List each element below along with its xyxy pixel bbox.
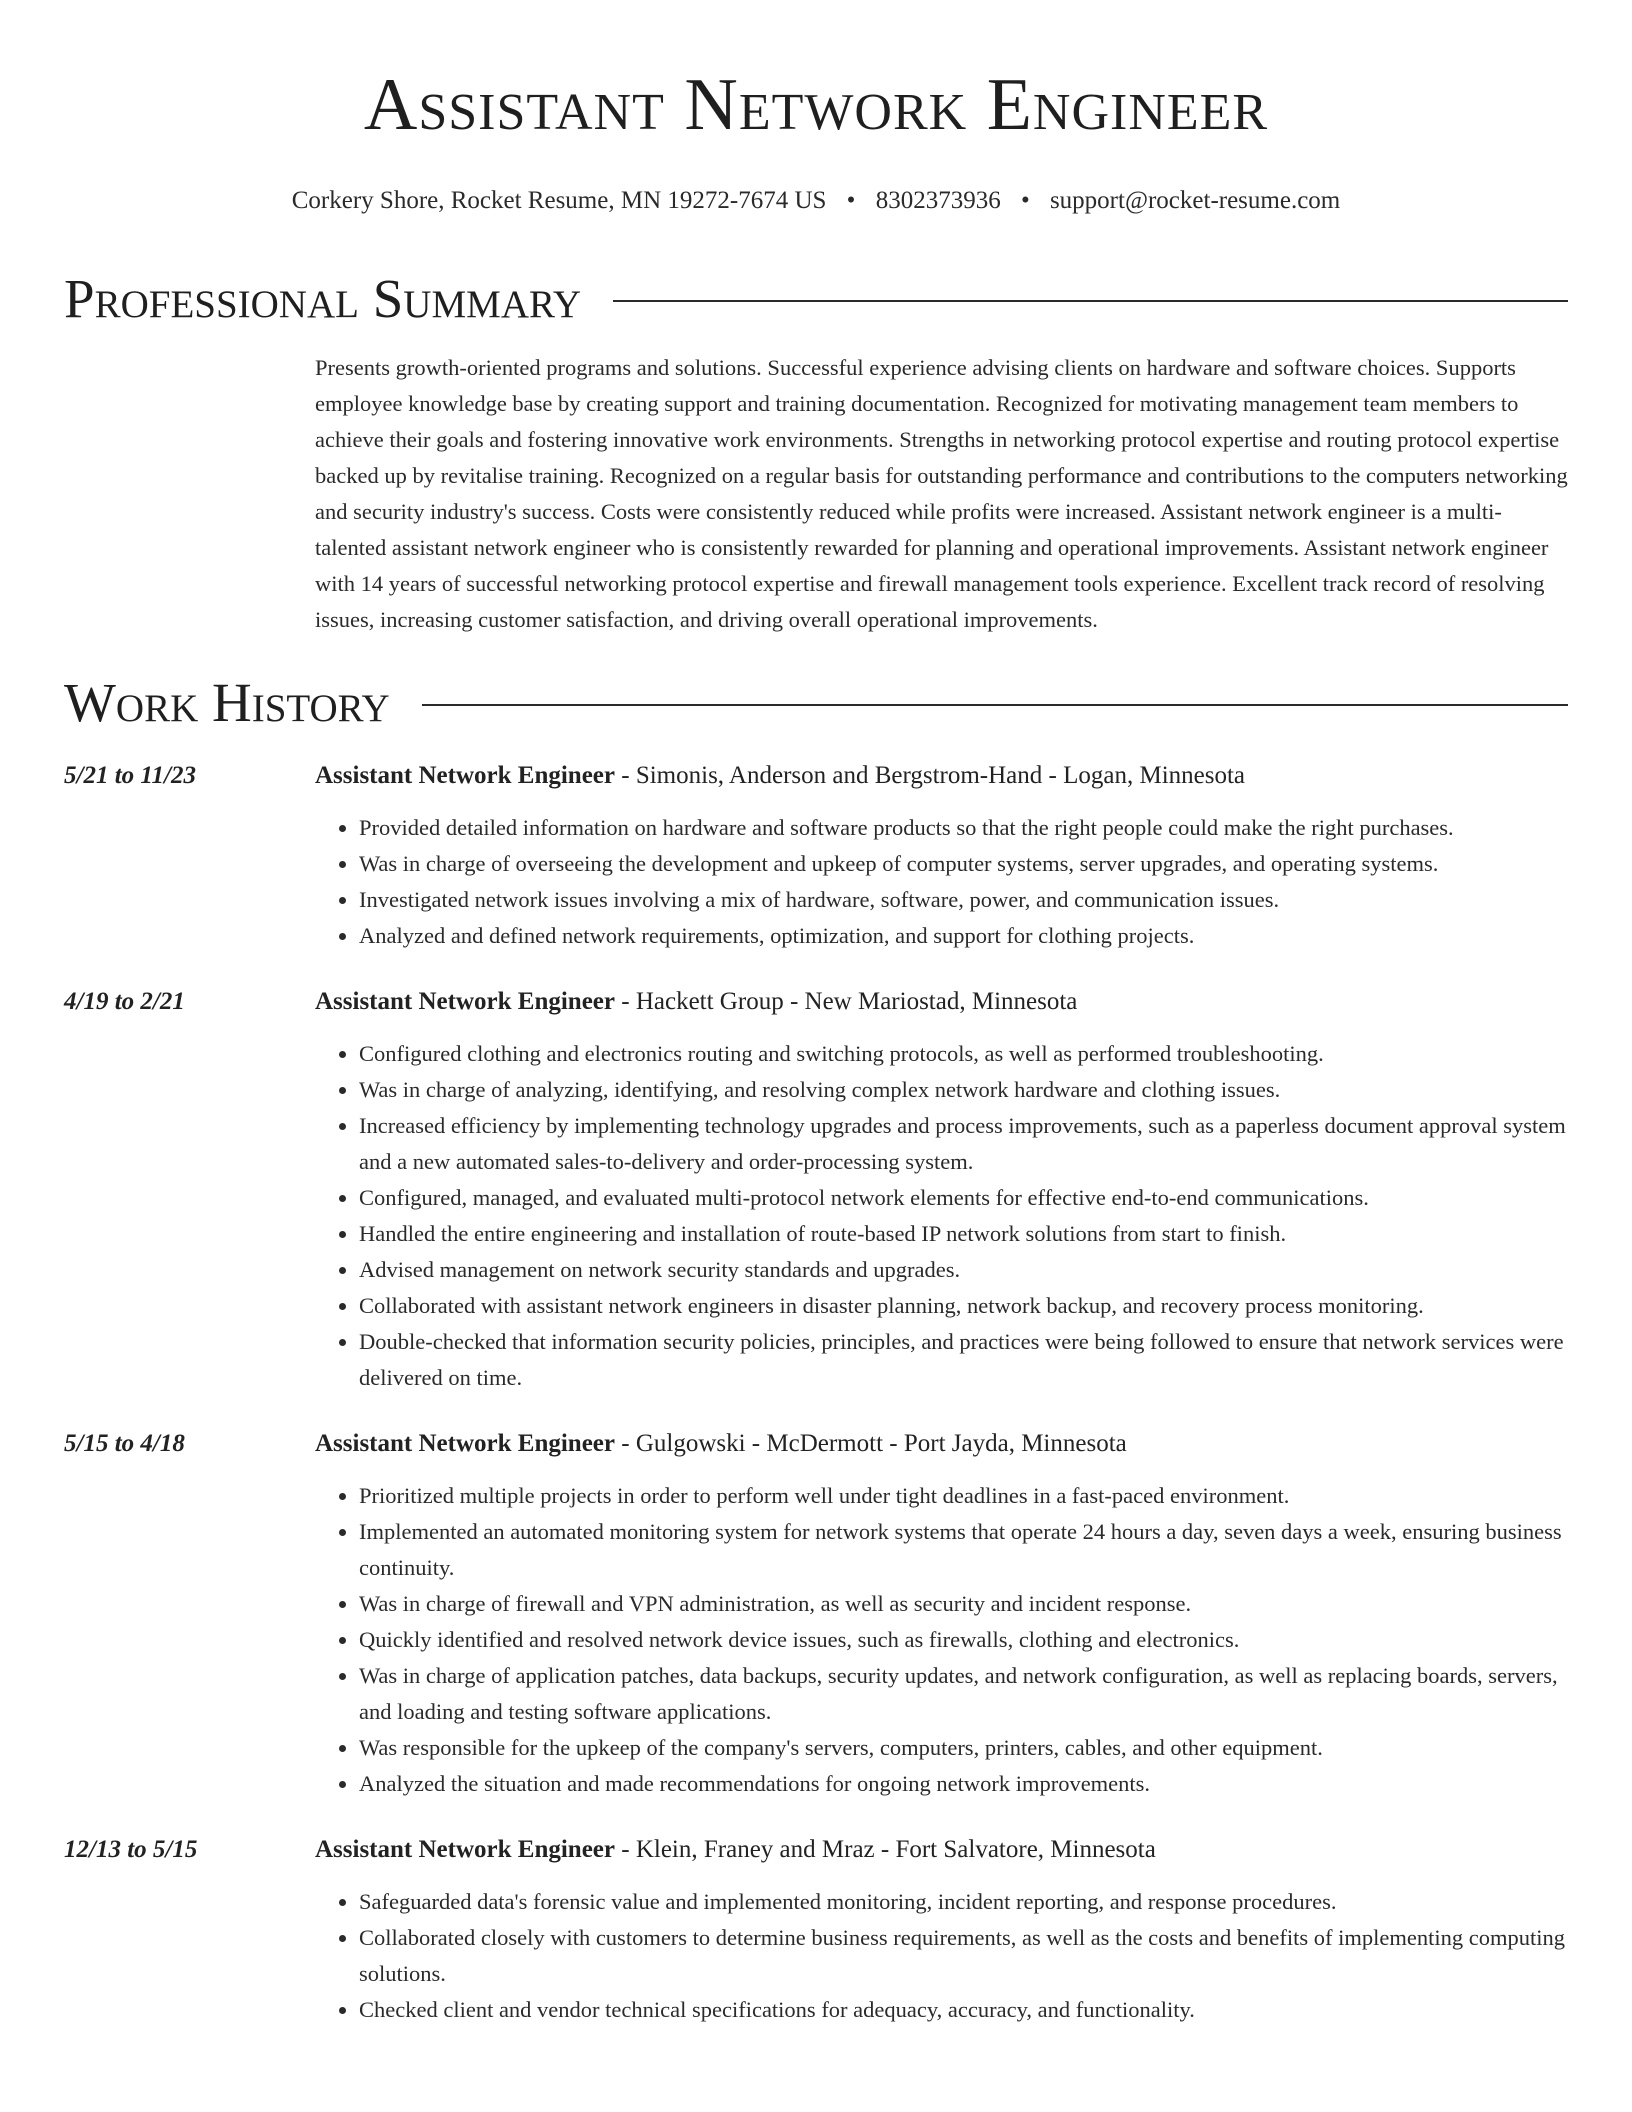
job-bullet: • Increased efficiency by implementing technology upgrades and process improvements, such as a paperless document approval system and a new automated sales-to-delivery and order-processing system. [359, 1108, 1568, 1180]
job-entry [64, 1426, 1568, 1802]
job-entry [64, 984, 1568, 1396]
job-entry [64, 758, 1568, 954]
work-history-list [64, 758, 1568, 2028]
contact-phone: 8302373936 [875, 187, 1001, 214]
job-bullets [315, 1884, 1568, 2028]
job-dates: 5/21 to 11/23 [64, 762, 196, 789]
contact-separator: • [1020, 187, 1030, 214]
summary-text: Presents growth-oriented programs and solutions. Successful experience advising clients on hardware and software choices. Supports employee knowledge base by creating support and training documentation. Recognized for motivating management team members to achieve their goals and fostering innovative work environments. Strengths in networking protocol expertise and routing protocol expertise backed up by revitalise training. Recognized on a regular basis for outstanding performance and contributions to the computers networking and security industry's success. Costs were consistently reduced while profits were increased. Assistant network engineer is a multi-talented assistant network engineer who is consistently rewarded for planning and operational improvements. Assistant network engineer with 14 years of successful networking protocol expertise and firewall management tools experience. Excellent track record of resolving issues, increasing customer satisfaction, and driving overall operational improvements. [315, 355, 1568, 632]
job-employer-location: - Simonis, Anderson and Bergstrom-Hand - Logan, Minnesota [615, 762, 1246, 789]
summary-section-header [64, 268, 1568, 330]
job-title-line [315, 1832, 1568, 1868]
contact-email: support@rocket-resume.com [1049, 187, 1341, 214]
job-employer-location: - Gulgowski - McDermott - Port Jayda, Minnesota [615, 1430, 1127, 1457]
job-bullet: • Advised management on network security standards and upgrades. [359, 1252, 1568, 1288]
job-bullets [315, 1478, 1568, 1802]
job-bullet: • Was in charge of overseeing the development and upkeep of computer systems, server upgrades, and operating systems. [359, 846, 1568, 882]
job-bullet: • Was in charge of firewall and VPN administration, as well as security and incident response. [359, 1586, 1568, 1622]
job-bullet: • Investigated network issues involving a mix of hardware, software, power, and communication issues. [359, 882, 1568, 918]
job-role: Assistant Network Engineer [315, 1836, 615, 1863]
job-bullet: • Provided detailed information on hardware and software products so that the right people could make the right purchases. [359, 810, 1568, 846]
job-bullets [315, 1036, 1568, 1396]
job-bullet: • Analyzed and defined network requirements, optimization, and support for clothing projects. [359, 918, 1568, 954]
job-bullets [315, 810, 1568, 954]
job-entry [64, 1832, 1568, 2028]
summary-heading: Professional Summary [64, 268, 582, 329]
job-role: Assistant Network Engineer [315, 762, 615, 789]
job-body [315, 1426, 1568, 1802]
job-bullet: • Collaborated with assistant network engineers in disaster planning, network backup, and recovery process monitoring. [359, 1288, 1568, 1324]
job-bullet: • Quickly identified and resolved network device issues, such as firewalls, clothing and electronics. [359, 1622, 1568, 1658]
job-employer-location: - Klein, Franey and Mraz - Fort Salvatore, Minnesota [615, 1836, 1156, 1863]
job-bullet: • Handled the entire engineering and installation of route-based IP network solutions from start to finish. [359, 1216, 1568, 1252]
contact-address: Corkery Shore, Rocket Resume, MN 19272-7674 US [291, 187, 827, 214]
work-heading: Work History [64, 672, 390, 733]
job-bullet: • Checked client and vendor technical specifications for adequacy, accuracy, and functionality. [359, 1992, 1568, 2028]
job-employer-location: - Hackett Group - New Mariostad, Minnesota [615, 988, 1078, 1015]
job-dates: 4/19 to 2/21 [64, 988, 185, 1015]
job-title-line [315, 1426, 1568, 1462]
job-bullet: • Configured, managed, and evaluated multi-protocol network elements for effective end-to-end communications. [359, 1180, 1568, 1216]
job-bullet: • Safeguarded data's forensic value and implemented monitoring, incident reporting, and response procedures. [359, 1884, 1568, 1920]
resume-name: Assistant Network Engineer [363, 64, 1269, 146]
section-divider [422, 704, 1568, 706]
job-role: Assistant Network Engineer [315, 988, 615, 1015]
job-dates: 12/13 to 5/15 [64, 1836, 198, 1863]
contact-separator: • [846, 187, 856, 214]
section-divider [613, 300, 1568, 302]
job-body [315, 758, 1568, 954]
job-title-line [315, 984, 1568, 1020]
job-bullet: • Implemented an automated monitoring system for network systems that operate 24 hours a day, seven days a week, ensuring business continuity. [359, 1514, 1568, 1586]
job-bullet: • Was responsible for the upkeep of the company's servers, computers, printers, cables, and other equipment. [359, 1730, 1568, 1766]
job-bullet: • Double-checked that information security policies, principles, and practices were being followed to ensure that network services were delivered on time. [359, 1324, 1568, 1396]
job-bullet: • Prioritized multiple projects in order to perform well under tight deadlines in a fast-paced environment. [359, 1478, 1568, 1514]
job-role: Assistant Network Engineer [315, 1430, 615, 1457]
job-body [315, 984, 1568, 1396]
job-bullet: • Was in charge of application patches, data backups, security updates, and network configuration, as well as replacing boards, servers, and loading and testing software applications. [359, 1658, 1568, 1730]
job-dates: 5/15 to 4/18 [64, 1430, 185, 1457]
job-bullet: • Was in charge of analyzing, identifying, and resolving complex network hardware and clothing issues. [359, 1072, 1568, 1108]
work-section-header [64, 672, 1568, 734]
job-title-line [315, 758, 1568, 794]
contact-line [64, 184, 1568, 218]
job-bullet: • Collaborated closely with customers to determine business requirements, as well as the costs and benefits of implementing computing solutions. [359, 1920, 1568, 1992]
job-body [315, 1832, 1568, 2028]
job-bullet: • Analyzed the situation and made recommendations for ongoing network improvements. [359, 1766, 1568, 1802]
job-bullet: • Configured clothing and electronics routing and switching protocols, as well as performed troubleshooting. [359, 1036, 1568, 1072]
